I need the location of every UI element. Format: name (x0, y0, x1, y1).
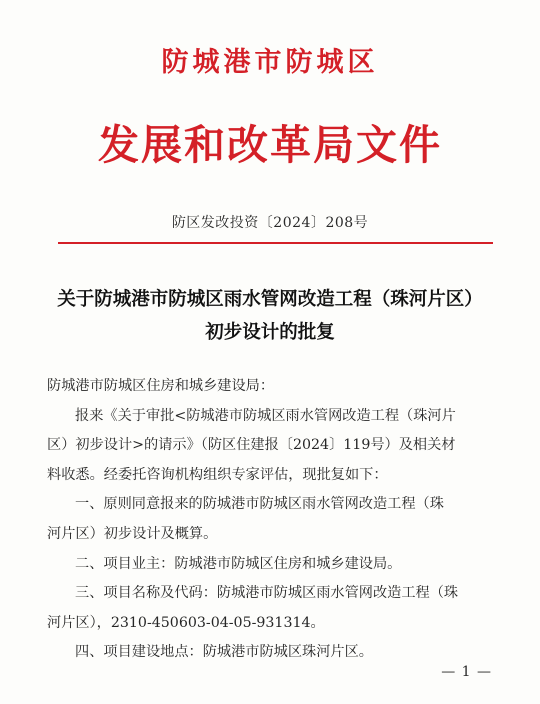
body-line: 二、项目业主：防城港市防城区住房和城乡建设局。 (75, 555, 402, 572)
document-type-heading: 发展和改革局文件 (98, 121, 442, 169)
body-line: 一、原则同意报来的防城港市防城区雨水管网改造工程（珠 (75, 496, 444, 513)
red-divider-line (58, 242, 493, 244)
body-line: 区）初步设计>的请示》（防区住建报〔2024〕119号）及相关材 (47, 437, 456, 454)
issuing-organization: 防城港市防城区 (161, 47, 379, 78)
body-line: 三、项目名称及代码：防城港市防城区雨水管网改造工程（珠 (75, 585, 459, 602)
title-line-1: 关于防城港市防城区雨水管网改造工程（珠河片区） (57, 289, 483, 310)
document-title (30, 283, 510, 349)
body-line: 四、项目建设地点：防城港市防城区珠河片区。 (75, 644, 373, 661)
body-line: 报来《关于审批<防城港市防城区雨水管网改造工程（珠河片 (75, 407, 456, 424)
title-line-2: 初步设计的批复 (205, 322, 335, 343)
body-line: 河片区）初步设计及概算。 (47, 525, 218, 542)
document-number: 防区发改投资〔2024〕208号 (171, 215, 369, 231)
body-line: 河片区），2310-450603-04-05-931314。 (47, 614, 325, 631)
page-number: — 1 — (441, 664, 492, 680)
document-body (47, 372, 487, 668)
body-line: 料收悉。经委托咨询机构组织专家评估，现批复如下： (47, 466, 388, 483)
addressee: 防城港市防城区住房和城乡建设局： (47, 378, 275, 394)
